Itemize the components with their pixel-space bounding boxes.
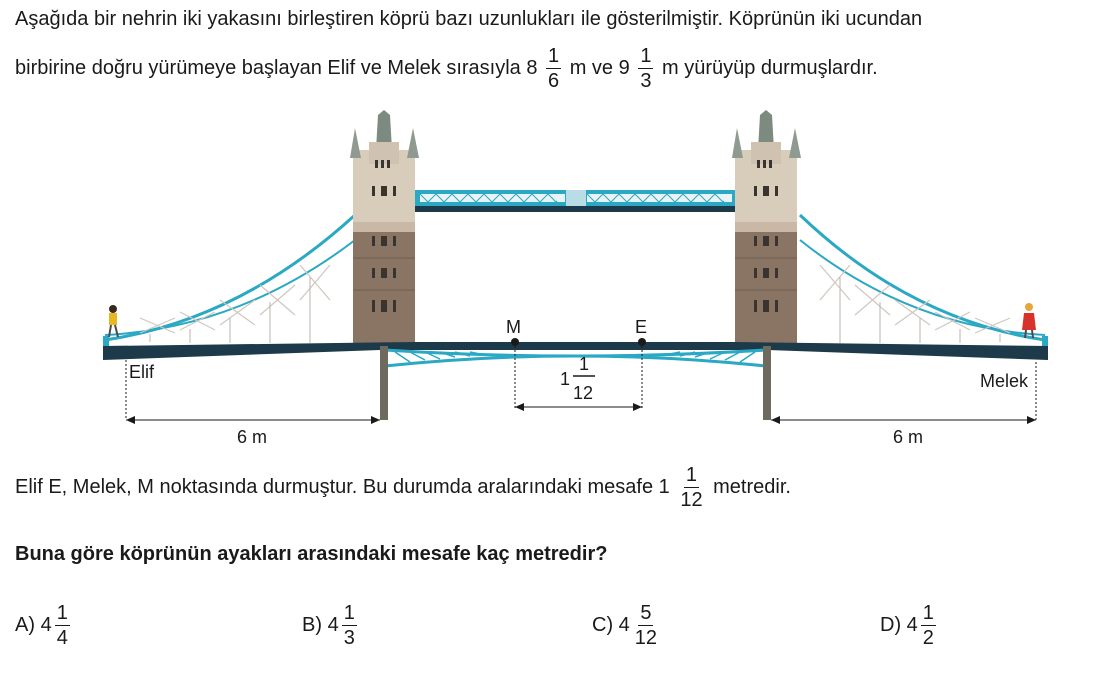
melek-label: Melek [980, 371, 1029, 391]
bridge-figure [0, 100, 1109, 455]
point-m-dot [511, 338, 519, 346]
svg-text:1: 1 [579, 354, 590, 374]
left-tower [350, 110, 419, 343]
svg-text:12: 12 [573, 383, 594, 403]
intro-line-2 [15, 46, 878, 91]
statement-fraction: $\frac{1}{12}$ [680, 464, 703, 511]
statement-suffix: metredir. [713, 475, 791, 498]
elif-distance-fraction: $\frac{1}{6}$ [548, 45, 560, 92]
right-main-cable [800, 215, 1045, 340]
melek-distance-fraction: $\frac{1}{3}$ [640, 45, 652, 92]
intro-line-1: Aşağıda bir nehrin iki yakasını birleştiren köprü bazı uzunlukları ile gösterilmiştir. Köprünün iki ucundan [15, 8, 923, 30]
elif-label: Elif [129, 362, 155, 382]
left-dimension-label: 6 m [237, 427, 268, 447]
right-dimension-label: 6 m [893, 427, 924, 447]
choice-b[interactable]: B) 4 $\frac{1}{3}$ [302, 602, 355, 649]
choice-c[interactable]: C) 4 $\frac{5}{12}$ [592, 602, 658, 649]
choice-a[interactable]: A) 4 $\frac{1}{4}$ [15, 602, 68, 649]
statement-line [15, 465, 791, 510]
elif-figure [109, 305, 118, 337]
choice-d[interactable]: D) 4 $\frac{1}{2}$ [880, 602, 934, 649]
svg-text:1: 1 [560, 369, 571, 389]
left-pier [380, 346, 388, 420]
dimension-arrows [126, 407, 1036, 420]
right-pier [763, 346, 771, 420]
intro-unit-and: m ve 9 [569, 56, 630, 79]
intro-line-2-prefix: birbirine doğru yürümeye başlayan Elif ve Melek sırasıyla 8 [15, 56, 538, 79]
question-text: Buna göre köprünün ayakları arasındaki mesafe kaç metredir? [15, 543, 608, 565]
right-lower-cable [800, 240, 1045, 335]
statement-prefix: Elif E, Melek, M noktasında durmuştur. Bu durumda aralarındaki mesafe 1 [15, 475, 670, 498]
intro-line-2-suffix: m yürüyüp durmuşlardır. [662, 56, 878, 79]
mid-dimension-label [560, 354, 595, 403]
point-e-label: E [635, 317, 648, 337]
point-m-label: M [506, 317, 521, 337]
point-e-dot [638, 338, 646, 346]
right-tower [732, 110, 801, 343]
